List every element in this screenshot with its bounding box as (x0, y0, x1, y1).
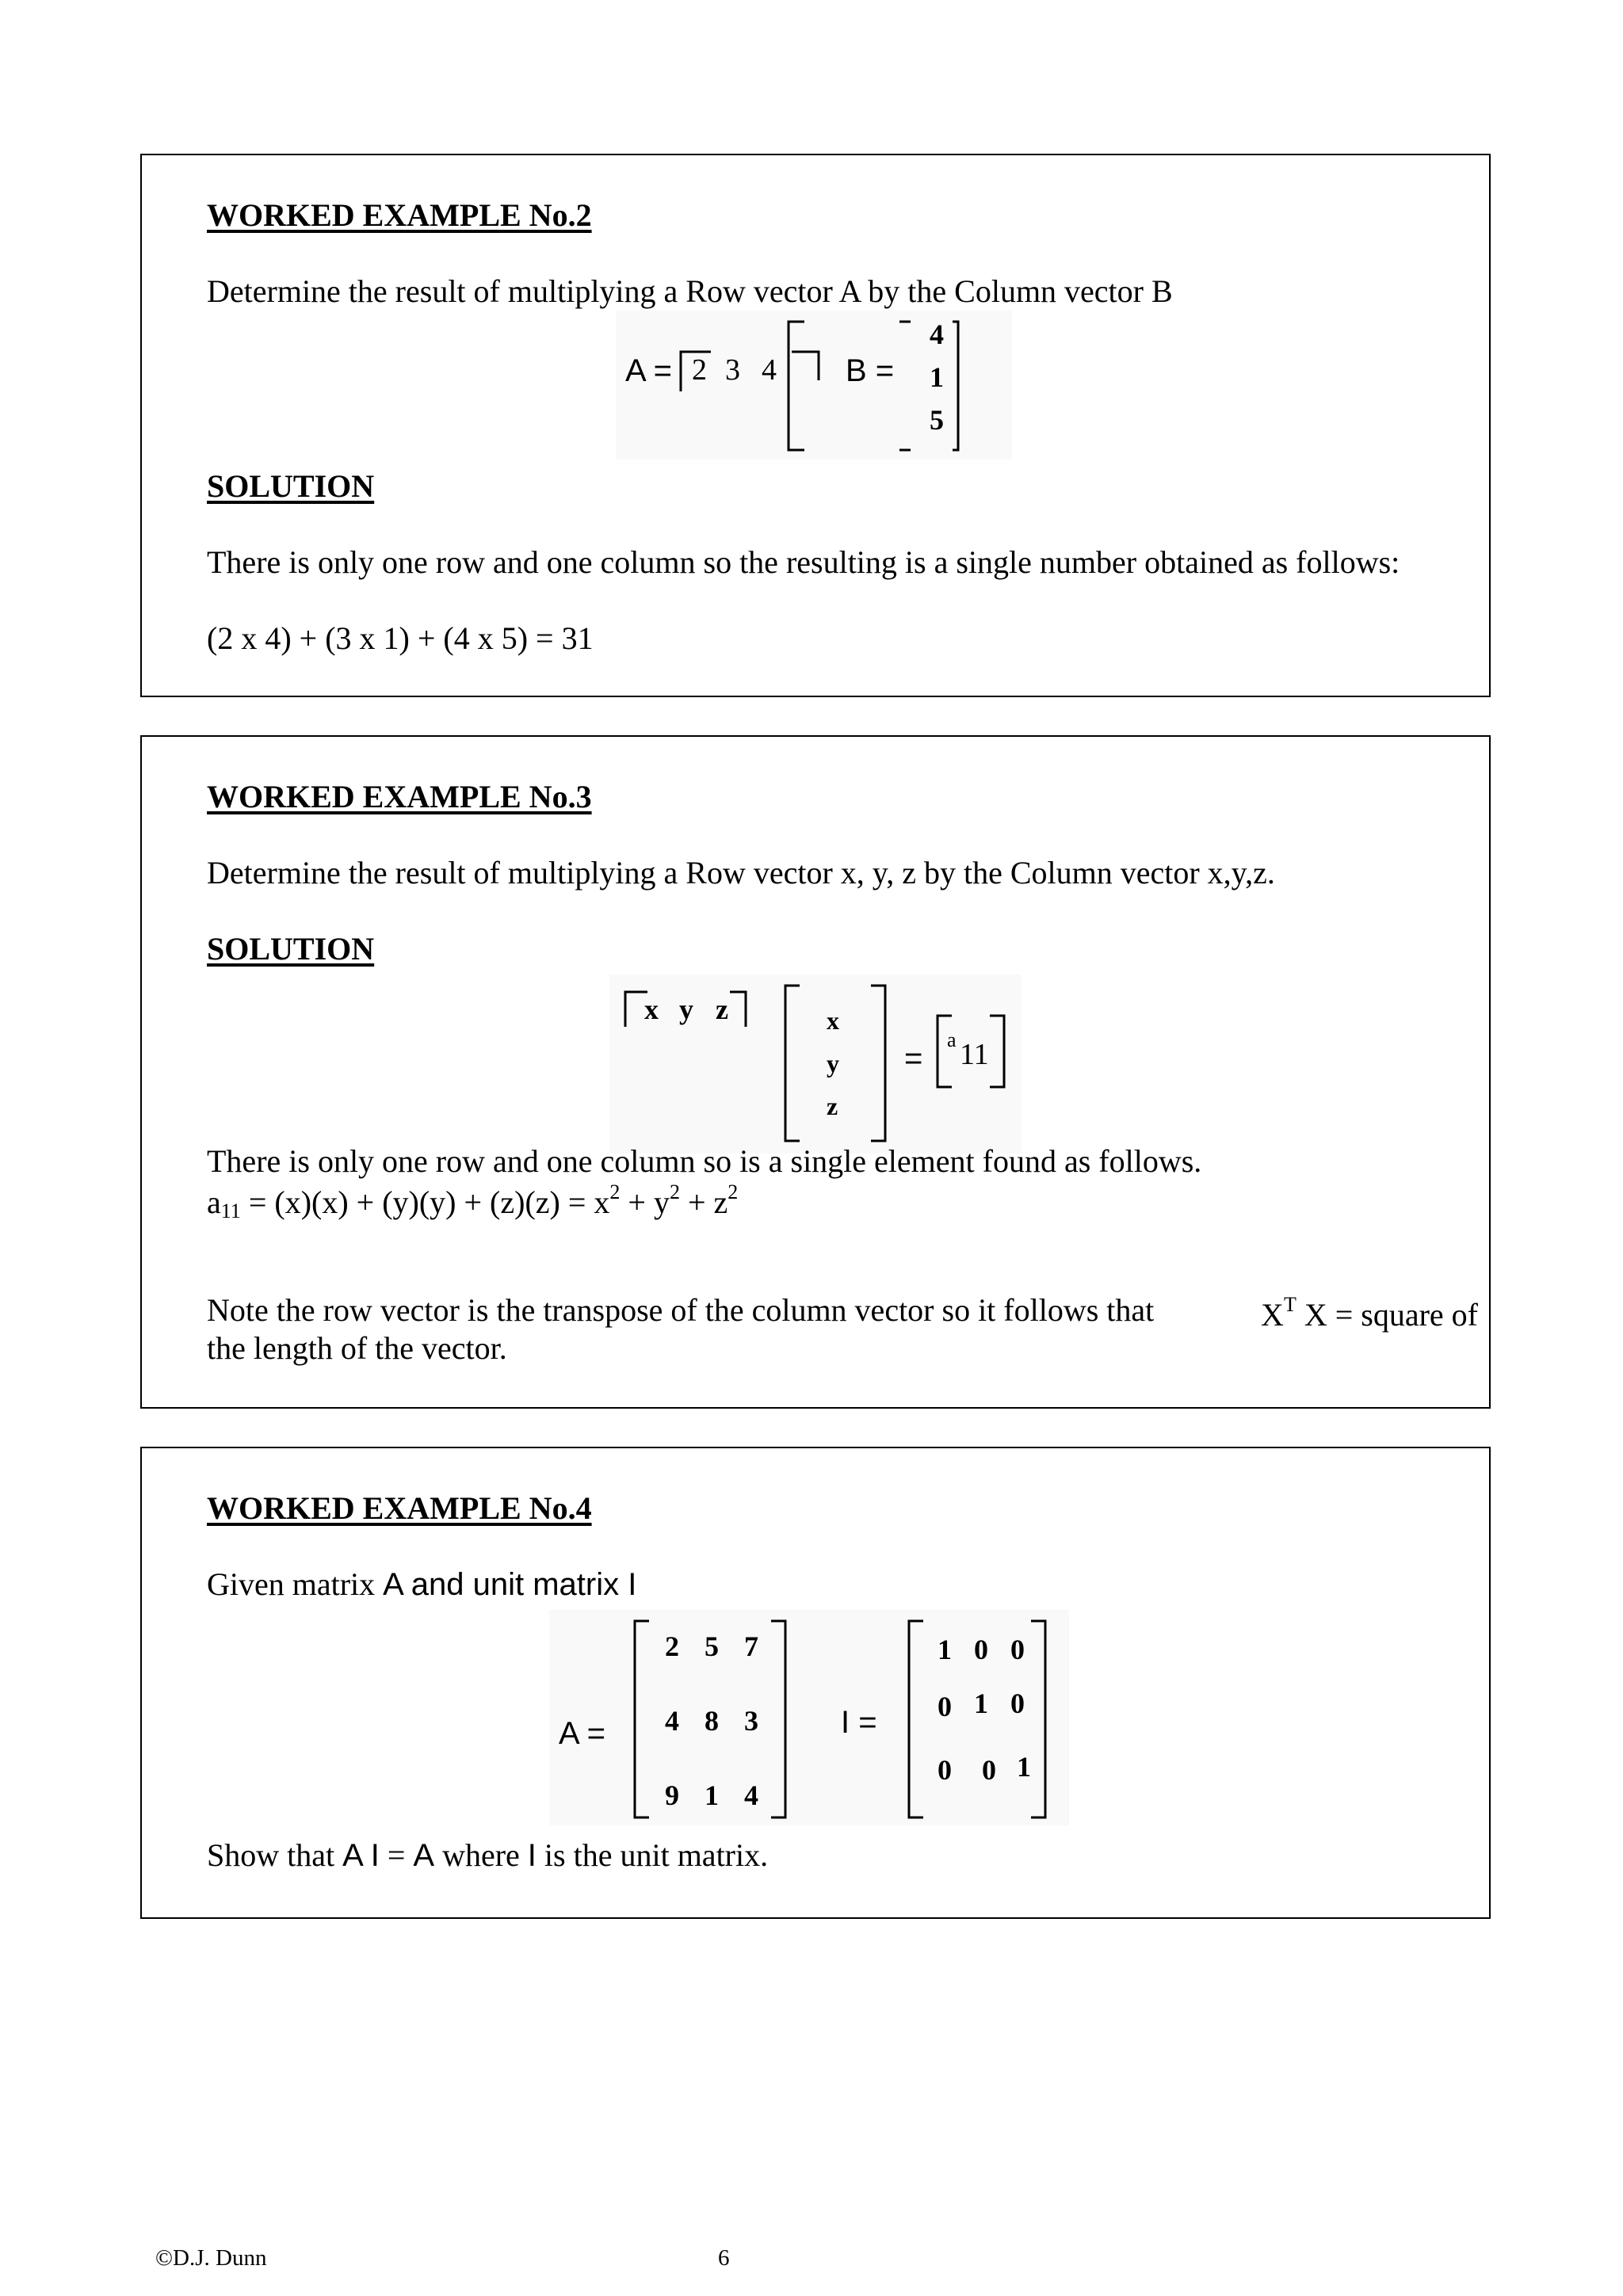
vector-a-label: A = (625, 353, 672, 388)
result-base: a (947, 1028, 957, 1051)
row-vector-value: x (644, 994, 659, 1025)
matrix-i-cell: 0 (974, 1634, 988, 1665)
matrix-i-label: I = (841, 1705, 877, 1740)
vector-a-value: 2 (692, 353, 707, 387)
a11-equation: $a_{11} = (x)(x) + (y)(y) + (z)(z) = x^2 + y^2 + z^2$ (207, 1180, 739, 1222)
matrix-i-cell: 0 (982, 1754, 996, 1786)
matrix-a-cell: 4 (665, 1705, 679, 1737)
matrix-a-cell: 8 (705, 1705, 719, 1737)
vector-b-value: 5 (930, 404, 944, 436)
matrix-a-cell: 4 (744, 1779, 758, 1811)
single-element-text: There is only one row and one column so is a single element found as follows. (207, 1143, 1202, 1179)
result-subscript: 11 (960, 1038, 989, 1071)
worked-example-2 (140, 154, 1491, 697)
matrix-a-label: A = (559, 1716, 605, 1751)
example-2-question: Determine the result of multiplying a Row vector A by the Column vector B (207, 273, 1173, 309)
vector-a-value: 3 (725, 353, 740, 387)
solution-heading: SOLUTION (207, 931, 375, 967)
matrix-i-cell: 1 (1017, 1751, 1031, 1783)
column-vector-value: x (827, 1006, 839, 1035)
solution-equation: (2 x 4) + (3 x 1) + (4 x 5) = 31 (207, 620, 594, 656)
matrix-a-cell: 3 (744, 1705, 758, 1737)
matrix-i-cell: 1 (974, 1688, 988, 1719)
example-3-heading: WORKED EXAMPLE No.3 (207, 779, 592, 814)
solution-heading: SOLUTION (207, 468, 375, 504)
matrix-a-i-figure (549, 1610, 1069, 1825)
copyright: ©D.J. Dunn (155, 2245, 267, 2271)
vector-b-value: 1 (930, 361, 944, 393)
vector-a-value: 4 (762, 353, 777, 387)
matrix-a-cell: 7 (744, 1630, 758, 1662)
transpose-note-line-2: the length of the vector. (207, 1330, 507, 1366)
equals-sign: = (904, 1041, 923, 1076)
transpose-note-line-1: Note the row vector is the transpose of the column vector so it follows that $X^T$ X = square of (207, 1292, 1478, 1333)
vector-brackets (616, 311, 1012, 460)
solution-text: There is only one row and one column so the resulting is a single number obtained as follows: (207, 544, 1400, 580)
vector-xyz-figure (609, 974, 1022, 1154)
column-vector-value: y (827, 1049, 839, 1077)
vector-a-b-figure (616, 311, 1012, 460)
column-vector-value: z (827, 1092, 838, 1120)
show-text: Show that A I = A where I is the unit matrix. (207, 1837, 769, 1873)
example-3-question: Determine the result of multiplying a Row vector x, y, z by the Column vector x,y,z. (207, 855, 1275, 891)
vector-b-value: 4 (930, 318, 944, 350)
matrix-a-cell: 2 (665, 1630, 679, 1662)
matrix-i-cell: 0 (1010, 1634, 1025, 1665)
matrix-i-cell: 0 (938, 1691, 952, 1722)
matrix-i-cell: 0 (1010, 1688, 1025, 1719)
given-text: Given matrix A and unit matrix I (207, 1566, 637, 1602)
vector-b-label: B = (846, 353, 895, 388)
worked-example-3 (140, 735, 1491, 1409)
matrix-brackets (549, 1610, 1069, 1825)
matrix-i-cell: 0 (938, 1754, 952, 1786)
example-4-heading: WORKED EXAMPLE No.4 (207, 1490, 592, 1526)
matrix-i-cell: 1 (938, 1634, 952, 1665)
matrix-a-cell: 5 (705, 1630, 719, 1662)
example-2-heading: WORKED EXAMPLE No.2 (207, 197, 592, 233)
matrix-a-cell: 1 (705, 1779, 719, 1811)
page-number: 6 (718, 2245, 730, 2271)
row-vector-value: y (679, 994, 693, 1025)
row-vector-value: z (716, 994, 728, 1025)
worked-example-4 (140, 1447, 1491, 1919)
matrix-a-cell: 9 (665, 1779, 679, 1811)
